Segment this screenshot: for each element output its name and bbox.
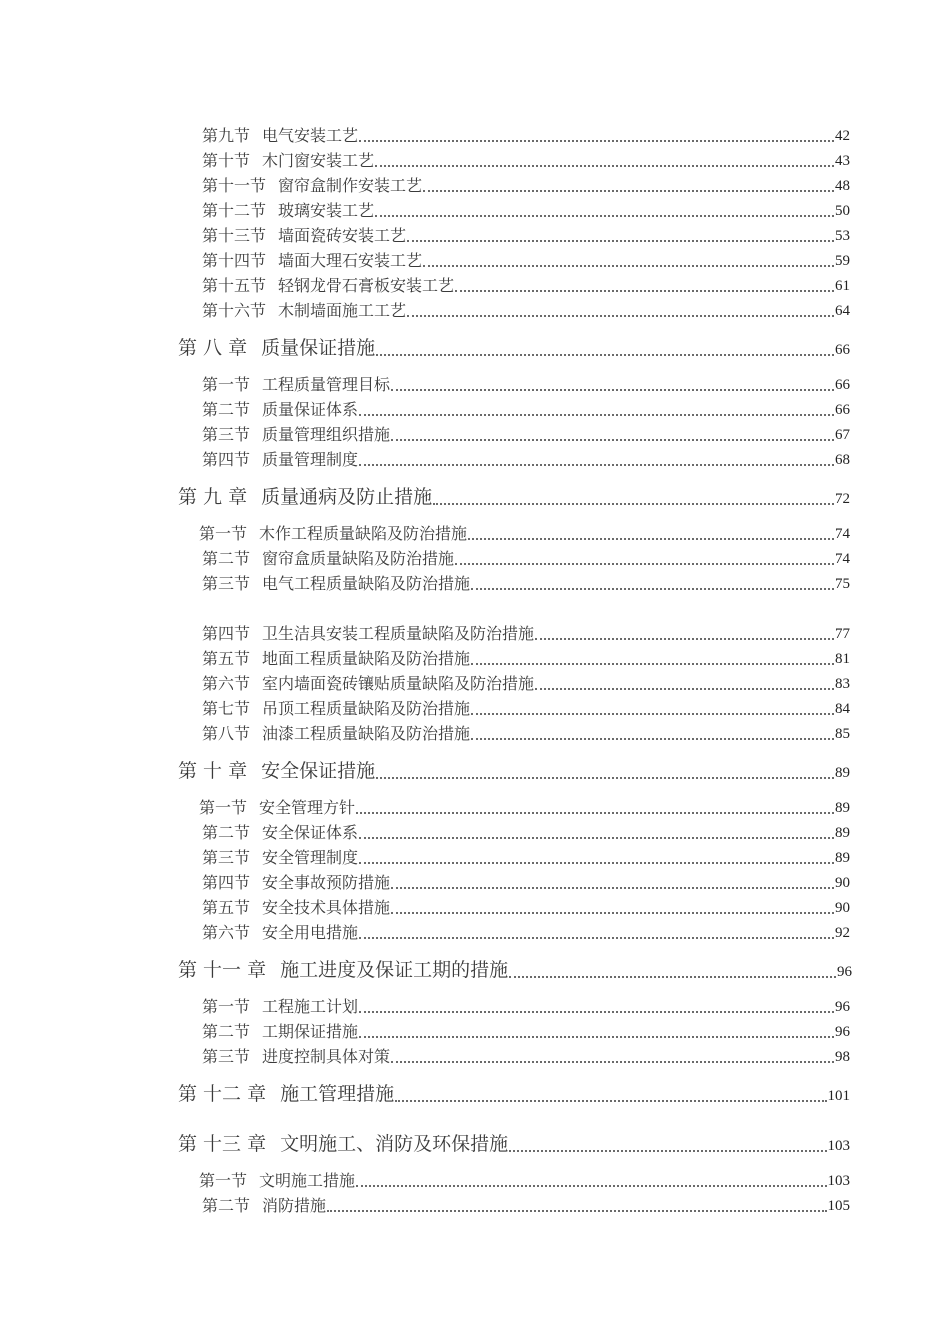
toc-section-title: 工期保证措施	[262, 1022, 359, 1041]
toc-section-title: 安全技术具体措施	[262, 898, 391, 917]
toc-section-number: 第四节	[202, 624, 251, 643]
toc-section-number: 第六节	[202, 674, 251, 693]
toc-section-title: 玻璃安装工艺	[278, 201, 375, 220]
toc-chapter-title: 施工进度及保证工期的措施	[280, 959, 509, 981]
toc-section-number: 第四节	[202, 873, 251, 892]
toc-section-title: 油漆工程质量缺陷及防治措施	[262, 724, 471, 743]
toc-section-title: 卫生洁具安装工程质量缺陷及防治措施	[262, 624, 535, 643]
toc-chapter-number: 第 十 章	[178, 760, 248, 782]
toc-section-number: 第三节	[202, 425, 251, 444]
toc-section-number: 第二节	[202, 1196, 251, 1215]
toc-section-title: 安全管理方针	[259, 798, 356, 817]
toc-entry[interactable]	[202, 301, 850, 321]
toc-entry[interactable]	[202, 997, 850, 1017]
toc-entry[interactable]	[202, 923, 850, 943]
dot-leader	[391, 389, 834, 391]
toc-section-number: 第三节	[202, 848, 251, 867]
dot-leader	[395, 1100, 826, 1102]
toc-chapter-title: 施工管理措施	[280, 1083, 395, 1105]
toc-chapter-title: 文明施工、消防及环保措施	[280, 1133, 509, 1155]
toc-section-title: 消防措施	[262, 1196, 327, 1215]
toc-entry[interactable]	[202, 425, 850, 445]
dot-leader	[359, 837, 834, 839]
toc-section-title: 工程施工计划	[262, 997, 359, 1016]
dot-leader	[535, 688, 834, 690]
toc-entry[interactable]	[202, 649, 850, 669]
dot-leader	[468, 538, 834, 540]
toc-section-number: 第五节	[202, 649, 251, 668]
toc-section-title: 质量保证体系	[262, 400, 359, 419]
toc-section-number: 第四节	[202, 450, 251, 469]
dot-leader	[455, 563, 834, 565]
toc-section-number: 第二节	[202, 823, 251, 842]
toc-section-number: 第七节	[202, 699, 251, 718]
toc-section-title: 木门窗安装工艺	[262, 151, 375, 170]
toc-entry[interactable]	[202, 1196, 850, 1216]
toc-page-number: 98	[835, 1049, 850, 1065]
dot-leader	[327, 1210, 826, 1212]
toc-page-number: 92	[835, 925, 850, 941]
toc-section-number: 第三节	[202, 574, 251, 593]
dot-leader	[423, 190, 834, 192]
toc-entry[interactable]	[202, 126, 850, 146]
toc-section-number: 第二节	[202, 1022, 251, 1041]
toc-page-number: 96	[835, 1024, 850, 1040]
toc-entry[interactable]	[202, 201, 850, 221]
toc-page-number: 105	[827, 1198, 850, 1214]
toc-section-number: 第八节	[202, 724, 251, 743]
toc-page-number: 53	[835, 228, 850, 244]
toc-entry[interactable]	[202, 848, 850, 868]
toc-section-number: 第二节	[202, 400, 251, 419]
toc-page-number: 89	[835, 765, 850, 781]
toc-chapter-title: 安全保证措施	[261, 760, 376, 782]
toc-section-number: 第十六节	[202, 301, 267, 320]
dot-leader	[509, 1150, 826, 1152]
dot-leader	[471, 663, 834, 665]
dot-leader	[359, 937, 834, 939]
toc-entry[interactable]	[202, 724, 850, 744]
toc-section-title: 电气安装工艺	[262, 126, 359, 145]
dot-leader	[375, 165, 834, 167]
toc-page-number: 64	[835, 303, 850, 319]
toc-section-number: 第三节	[202, 1047, 251, 1066]
toc-entry[interactable]	[202, 400, 850, 420]
toc-section-title: 吊顶工程质量缺陷及防治措施	[262, 699, 471, 718]
dot-leader	[509, 976, 836, 978]
dot-leader	[391, 1061, 834, 1063]
dot-leader	[376, 354, 834, 356]
toc-chapter-number: 第 十三 章	[178, 1133, 267, 1155]
toc-section-number: 第九节	[202, 126, 251, 145]
toc-section-title: 墙面大理石安装工艺	[278, 251, 423, 270]
toc-section-title: 进度控制具体对策	[262, 1047, 391, 1066]
toc-section-number: 第十四节	[202, 251, 267, 270]
dot-leader	[359, 140, 834, 142]
toc-page-number: 67	[835, 427, 850, 443]
toc-section-title: 木作工程质量缺陷及防治措施	[259, 524, 468, 543]
dot-leader	[407, 240, 834, 242]
toc-section-title: 安全管理制度	[262, 848, 359, 867]
toc-page-number: 89	[835, 825, 850, 841]
toc-entry[interactable]	[199, 798, 850, 818]
toc-entry[interactable]	[202, 898, 850, 918]
dot-leader	[535, 638, 834, 640]
toc-section-number: 第六节	[202, 923, 251, 942]
toc-page-number: 66	[835, 377, 850, 393]
toc-entry[interactable]	[202, 823, 850, 843]
toc-page-number: 90	[835, 900, 850, 916]
toc-page-number: 103	[827, 1173, 850, 1189]
dot-leader	[407, 315, 834, 317]
toc-section-title: 工程质量管理目标	[262, 375, 391, 394]
toc-page-number: 66	[835, 342, 850, 358]
toc-entry[interactable]	[202, 873, 850, 893]
dot-leader	[375, 215, 834, 217]
dot-leader	[359, 862, 834, 864]
dot-leader	[433, 503, 834, 505]
toc-entry[interactable]	[199, 1171, 850, 1191]
dot-leader	[356, 1185, 826, 1187]
toc-section-number: 第十一节	[202, 176, 267, 195]
toc-section-title: 电气工程质量缺陷及防治措施	[262, 574, 471, 593]
dot-leader	[359, 1011, 834, 1013]
toc-entry[interactable]	[202, 574, 850, 594]
toc-page-number: 61	[835, 278, 850, 294]
toc-chapter-entry[interactable]	[178, 759, 850, 783]
toc-page-number: 81	[835, 651, 850, 667]
toc-page-number: 85	[835, 726, 850, 742]
dot-leader	[391, 912, 834, 914]
toc-page-number: 72	[835, 491, 850, 507]
toc-chapter-number: 第 十一 章	[178, 959, 267, 981]
toc-chapter-title: 质量保证措施	[261, 337, 376, 359]
toc-section-title: 质量管理组织措施	[262, 425, 391, 444]
toc-page-number: 75	[835, 576, 850, 592]
toc-section-title: 文明施工措施	[259, 1171, 356, 1190]
toc-chapter-number: 第 八 章	[178, 337, 248, 359]
toc-section-number: 第十二节	[202, 201, 267, 220]
toc-page-number: 89	[835, 850, 850, 866]
dot-leader	[471, 738, 834, 740]
toc-entry[interactable]	[199, 524, 850, 544]
toc-page-number: 83	[835, 676, 850, 692]
toc-entry[interactable]	[202, 699, 850, 719]
toc-entry[interactable]	[202, 1022, 850, 1042]
toc-section-title: 木制墙面施工工艺	[278, 301, 407, 320]
toc-section-number: 第二节	[202, 549, 251, 568]
toc-section-number: 第一节	[199, 798, 248, 817]
dot-leader	[356, 812, 834, 814]
toc-page-number: 50	[835, 203, 850, 219]
toc-section-number: 第一节	[199, 524, 248, 543]
toc-chapter-entry[interactable]	[178, 958, 852, 982]
toc-page-number: 96	[835, 999, 850, 1015]
toc-entry[interactable]	[202, 251, 850, 271]
toc-page-number: 42	[835, 128, 850, 144]
toc-section-number: 第一节	[202, 997, 251, 1016]
toc-section-title: 安全用电措施	[262, 923, 359, 942]
toc-page-number: 48	[835, 178, 850, 194]
dot-leader	[471, 713, 834, 715]
toc-entry[interactable]	[202, 276, 850, 296]
toc-entry[interactable]	[202, 226, 850, 246]
dot-leader	[471, 588, 834, 590]
toc-entry[interactable]	[202, 1047, 850, 1067]
toc-entry[interactable]	[202, 549, 850, 569]
toc-page-number: 101	[827, 1088, 850, 1104]
toc-section-title: 安全保证体系	[262, 823, 359, 842]
dot-leader	[391, 439, 834, 441]
dot-leader	[359, 414, 834, 416]
toc-page-number: 90	[835, 875, 850, 891]
toc-chapter-number: 第 九 章	[178, 486, 248, 508]
toc-chapter-entry[interactable]	[178, 1082, 850, 1106]
dot-leader	[455, 290, 834, 292]
toc-section-title: 轻钢龙骨石膏板安装工艺	[278, 276, 455, 295]
toc-section-title: 安全事故预防措施	[262, 873, 391, 892]
dot-leader	[359, 1036, 834, 1038]
toc-page-number: 74	[835, 551, 850, 567]
toc-page-number: 68	[835, 452, 850, 468]
toc-section-number: 第十三节	[202, 226, 267, 245]
toc-chapter-entry[interactable]	[178, 1132, 850, 1156]
toc-section-number: 第一节	[199, 1171, 248, 1190]
toc-entry[interactable]	[202, 674, 850, 694]
toc-page-number: 96	[837, 964, 852, 980]
toc-chapter-title: 质量通病及防止措施	[261, 486, 433, 508]
toc-entry[interactable]	[202, 375, 850, 395]
dot-leader	[376, 777, 834, 779]
toc-section-number: 第十节	[202, 151, 251, 170]
toc-section-number: 第一节	[202, 375, 251, 394]
toc-page-number: 89	[835, 800, 850, 816]
toc-chapter-entry[interactable]	[178, 336, 850, 360]
toc-page-number: 66	[835, 402, 850, 418]
toc-entry[interactable]	[202, 624, 850, 644]
toc-page-number: 77	[835, 626, 850, 642]
toc-page-number: 74	[835, 526, 850, 542]
toc-section-number: 第十五节	[202, 276, 267, 295]
toc-chapter-entry[interactable]	[178, 485, 850, 509]
dot-leader	[359, 464, 834, 466]
toc-entry[interactable]	[202, 450, 850, 470]
toc-entry[interactable]	[202, 151, 850, 171]
dot-leader	[391, 887, 834, 889]
dot-leader	[423, 265, 834, 267]
toc-page-number: 59	[835, 253, 850, 269]
toc-page-number: 103	[827, 1138, 850, 1154]
toc-entry[interactable]	[202, 176, 850, 196]
toc-section-title: 质量管理制度	[262, 450, 359, 469]
toc-section-title: 地面工程质量缺陷及防治措施	[262, 649, 471, 668]
toc-section-title: 窗帘盒制作安装工艺	[278, 176, 423, 195]
toc-section-title: 室内墙面瓷砖镶贴质量缺陷及防治措施	[262, 674, 535, 693]
toc-chapter-number: 第 十二 章	[178, 1083, 267, 1105]
toc-page-number: 84	[835, 701, 850, 717]
toc-section-number: 第五节	[202, 898, 251, 917]
toc-section-title: 墙面瓷砖安装工艺	[278, 226, 407, 245]
toc-section-title: 窗帘盒质量缺陷及防治措施	[262, 549, 455, 568]
toc-page-number: 43	[835, 153, 850, 169]
